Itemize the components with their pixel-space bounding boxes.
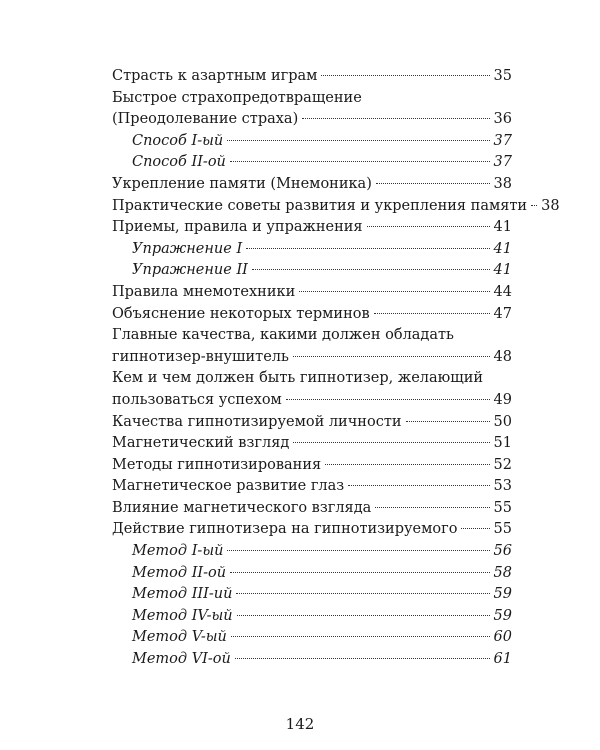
- page-number: 142: [285, 715, 315, 733]
- toc-heading-line: Главные качества, какими должен обладать: [112, 327, 454, 344]
- toc-subentry: [112, 649, 512, 671]
- toc-entry: [112, 476, 512, 498]
- toc-subentry: [112, 152, 512, 174]
- toc-page-number: 36: [493, 111, 512, 128]
- toc-entry: [112, 282, 512, 304]
- toc-page-number: 47: [493, 305, 512, 322]
- toc-page-number: 56: [493, 543, 512, 560]
- toc-entry-title: Способ II-ой: [132, 154, 226, 171]
- toc-entry-title: Укрепление памяти (Мнемоника): [112, 175, 372, 192]
- toc-page-number: 38: [493, 175, 512, 192]
- toc-page-number: 53: [493, 478, 512, 495]
- dot-leader: [231, 636, 490, 637]
- toc-entry: [112, 412, 512, 434]
- dot-leader: [293, 442, 489, 443]
- dot-leader: [227, 550, 489, 551]
- dot-leader: [531, 205, 537, 206]
- toc-heading-line: Кем и чем должен быть гипнотизер, желающий: [112, 370, 484, 387]
- toc-page-number: 51: [493, 435, 512, 452]
- toc-page-number: 35: [493, 68, 512, 84]
- toc-subentry: [112, 131, 512, 153]
- toc-entry-title: Приемы, правила и упражнения: [112, 219, 363, 236]
- dot-leader: [235, 658, 490, 659]
- dot-leader: [246, 248, 489, 249]
- toc-subentry: [112, 239, 512, 261]
- dot-leader: [406, 421, 490, 422]
- dot-leader: [321, 75, 489, 76]
- toc-entry-title: Упражнение I: [132, 240, 243, 257]
- dot-leader: [286, 399, 490, 400]
- dot-leader: [376, 183, 490, 184]
- toc-entry: [112, 196, 560, 218]
- toc-page-number: 48: [493, 348, 512, 365]
- toc-entry-title: Метод II-ой: [132, 564, 227, 581]
- toc-page-number: 37: [493, 132, 512, 149]
- toc-page-number: 49: [493, 391, 512, 408]
- toc-entry: [112, 519, 512, 541]
- toc-page-number: 41: [493, 262, 512, 279]
- toc-page-number: 41: [493, 219, 512, 236]
- toc-entry: [112, 455, 512, 477]
- toc-subentry: [112, 541, 512, 563]
- toc-page-number: 38: [541, 197, 560, 214]
- toc-page-number: 52: [493, 456, 512, 473]
- toc-entry-title: Способ I-ый: [132, 132, 224, 149]
- toc-entry: [112, 174, 512, 196]
- toc-entry-title: Объяснение некоторых терминов: [112, 305, 370, 322]
- toc-subentry: [112, 260, 512, 282]
- toc-page-number: 60: [493, 629, 512, 646]
- dot-leader: [252, 269, 490, 270]
- toc-page-number: 55: [493, 499, 512, 516]
- toc-entry-title: Действие гипнотизера на гипнотизируемого: [112, 521, 458, 538]
- dot-leader: [461, 528, 489, 529]
- dot-leader: [367, 226, 490, 227]
- toc-entry-title: пользоваться успехом: [112, 391, 282, 408]
- dot-leader: [293, 356, 490, 357]
- dot-leader: [302, 118, 489, 119]
- toc-entry-title: Метод III-ий: [132, 586, 233, 603]
- toc-page-number: 50: [493, 413, 512, 430]
- dot-leader: [236, 593, 489, 594]
- table-of-contents: [112, 66, 560, 671]
- toc-entry-title: Упражнение II: [132, 262, 248, 279]
- toc-subentry: [112, 584, 512, 606]
- toc-entry: [112, 304, 512, 326]
- toc-entry-title: Качества гипнотизируемой личности: [112, 413, 402, 430]
- toc-entry: [112, 109, 512, 131]
- toc-entry-title: Влияние магнетического взгляда: [112, 499, 372, 516]
- toc-subentry: [112, 606, 512, 628]
- toc-entry: [112, 390, 512, 412]
- toc-page-number: 59: [493, 607, 512, 624]
- toc-entry-title: Метод VI-ой: [132, 651, 231, 668]
- toc-entry: [112, 347, 512, 369]
- toc-entry-title: гипнотизер-внушитель: [112, 348, 289, 365]
- toc-entry: [112, 498, 512, 520]
- toc-subentry: [112, 627, 512, 649]
- dot-leader: [348, 485, 489, 486]
- toc-subentry: [112, 563, 512, 585]
- toc-entry-title: Страсть к азартным играм: [112, 68, 318, 84]
- toc-entry: [112, 433, 512, 455]
- dot-leader: [325, 464, 489, 465]
- dot-leader: [374, 313, 490, 314]
- toc-entry-title: Правила мнемотехники: [112, 283, 296, 300]
- toc-page-number: 37: [493, 154, 512, 171]
- dot-leader: [227, 140, 489, 141]
- toc-page-number: 58: [493, 564, 512, 581]
- toc-heading-line: Быстрое страхопредотвращение: [112, 89, 362, 106]
- dot-leader: [299, 291, 489, 292]
- toc-entry-title: Практические советы развития и укрепления памяти: [112, 197, 528, 214]
- toc-entry-title: Магнетический взгляд: [112, 435, 290, 452]
- toc-entry-title: Метод I-ый: [132, 543, 224, 560]
- toc-entry-title: Метод V-ый: [132, 629, 227, 646]
- toc-page-number: 44: [493, 283, 512, 300]
- toc-entry-title: Методы гипнотизирования: [112, 456, 322, 473]
- dot-leader: [375, 507, 489, 508]
- toc-page-number: 61: [493, 651, 512, 668]
- toc-entry-title: Магнетическое развитие глаз: [112, 478, 345, 495]
- toc-page-number: 41: [493, 240, 512, 257]
- toc-entry-title: (Преодолевание страха): [112, 111, 299, 128]
- toc-entry: [112, 66, 512, 88]
- dot-leader: [237, 615, 490, 616]
- dot-leader: [230, 572, 489, 573]
- toc-entry: [112, 217, 512, 239]
- toc-page-number: 59: [493, 586, 512, 603]
- toc-entry-title: Метод IV-ый: [132, 607, 233, 624]
- dot-leader: [230, 161, 490, 162]
- toc-page-number: 55: [493, 521, 512, 538]
